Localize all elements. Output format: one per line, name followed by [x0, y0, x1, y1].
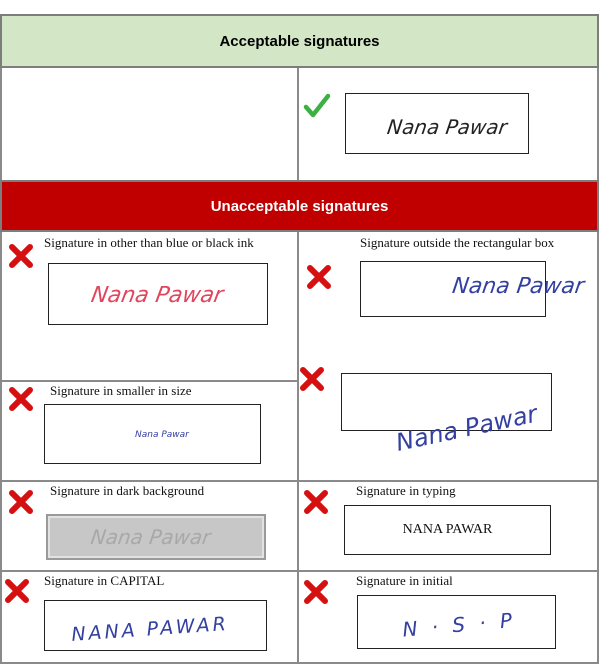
grid-line [0, 480, 599, 482]
cross-icon [306, 264, 332, 290]
item-label: Signature in other than blue or black ink [44, 235, 254, 250]
signature-overflow-area [360, 261, 596, 321]
grid-line [297, 68, 299, 180]
signature-box [344, 505, 551, 555]
item-label: Signature in dark background [50, 483, 205, 498]
signature-crossing-area [380, 395, 580, 465]
check-icon [303, 92, 331, 120]
signature-typed: NANA PAWAR [402, 522, 493, 537]
signature-box [48, 263, 268, 325]
signature-box-dark [46, 514, 266, 560]
item-label: Signature in CAPITAL [44, 573, 165, 588]
signature-crossing-edge: Nana Pawar [393, 399, 540, 457]
signature-dark-bg: Nana Pawar [89, 525, 213, 549]
acceptable-signature: Nana Pawar [385, 115, 509, 139]
signature-red-ink: Nana Pawar [89, 282, 226, 308]
cross-icon [303, 489, 329, 515]
grid-line [0, 662, 599, 664]
signature-initials: N · S · P [401, 607, 517, 642]
grid-line [0, 570, 599, 572]
grid-line [0, 380, 298, 382]
cross-icon [8, 243, 34, 269]
cross-icon [4, 578, 30, 604]
acceptable-title: Acceptable signatures [219, 32, 380, 50]
item-label: Signature in smaller in size [50, 383, 192, 398]
signature-box [44, 600, 267, 651]
signature-capital: NANA PAWAR [70, 612, 230, 646]
unacceptable-title: Unacceptable signatures [210, 197, 389, 215]
signature-box [357, 595, 556, 649]
signature-outside-box: Nana Pawar [450, 273, 586, 299]
signature-box [44, 404, 261, 464]
item-label: Signature outside the rectangular box [360, 235, 555, 250]
cross-icon [299, 366, 325, 392]
item-label: Signature in typing [356, 483, 456, 498]
unacceptable-header [0, 180, 599, 232]
cross-icon [8, 489, 34, 515]
cross-icon [303, 579, 329, 605]
grid-line [0, 14, 2, 664]
signature-small: Nana Pawar [135, 430, 189, 440]
grid-line [597, 14, 599, 664]
acceptable-header [0, 14, 599, 68]
acceptable-signature-box [345, 93, 529, 154]
item-label: Signature in initial [356, 573, 453, 588]
grid-line [297, 232, 299, 664]
cross-icon [8, 386, 34, 412]
